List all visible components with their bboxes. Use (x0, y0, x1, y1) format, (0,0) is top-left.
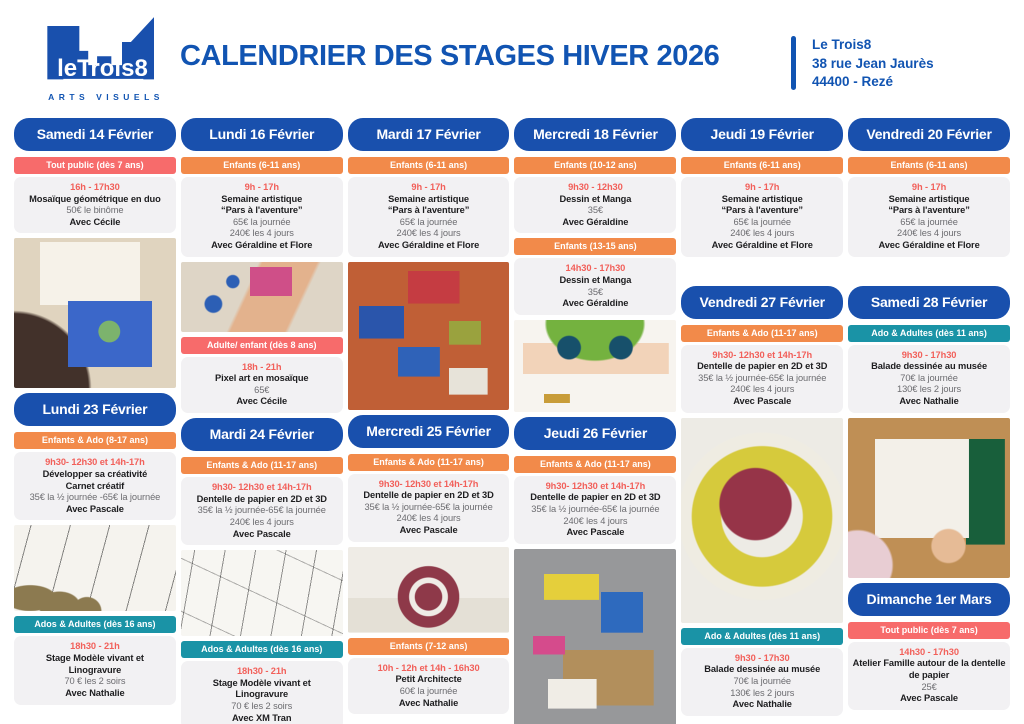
event-line: Avec Nathalie (65, 687, 125, 698)
event-card (681, 648, 843, 716)
logo-wordmark: leTrois8 (57, 54, 148, 82)
address-block (812, 36, 934, 92)
photo-stamps (348, 262, 510, 410)
event-line: Semaine artistique (721, 193, 803, 204)
event-line: 70 € les 2 soirs (64, 676, 126, 687)
calendar-grid (14, 118, 1010, 724)
event-card (181, 661, 343, 724)
event-line: “Pars à l'aventure” (721, 205, 803, 216)
event-line: Linogravure (68, 664, 122, 675)
event-card (181, 357, 343, 413)
event-block (848, 157, 1010, 257)
event-time: 9h30- 12h30 et 14h-17h (545, 480, 646, 491)
address-city: 44400 - Rezé (812, 74, 894, 90)
event-time: 9h - 17h (411, 182, 446, 192)
event-time: 9h30- 12h30 et 14h-17h (211, 482, 312, 493)
event-card (681, 177, 843, 257)
day-header: Jeudi 26 Février (514, 417, 676, 450)
event-block (848, 622, 1010, 710)
event-line: 35€ la ½ journée-65€ la journée (197, 505, 326, 516)
day-header: Mercredi 25 Février (348, 415, 510, 448)
event-line: Dessin et Manga (559, 275, 632, 286)
audience-badge: Enfants & Ado (11-17 ans) (348, 454, 510, 471)
event-line: 35€ la ½ journée-65€ la journée (531, 504, 660, 515)
event-line: 50€ le binôme (66, 205, 124, 216)
day-header: Dimanche 1er Mars (848, 583, 1010, 616)
event-line: 240€ les 4 jours (229, 228, 294, 239)
event-line: 35€ la ½ journée -65€ la journée (29, 492, 161, 503)
event-line: Balade dessinée au musée (704, 664, 821, 675)
event-time: 14h30 - 17h30 (565, 263, 626, 274)
event-time: 16h - 17h30 (70, 182, 120, 192)
day-column-3 (348, 118, 510, 724)
event-line: 240€ les 4 jours (897, 228, 962, 239)
audience-badge: Tout public (dès 7 ans) (14, 157, 176, 174)
day-column-1 (14, 118, 176, 724)
event-line: “Pars à l'aventure” (888, 205, 970, 216)
event-line: Avec Nathalie (899, 396, 959, 407)
day-header: Samedi 28 Février (848, 286, 1010, 319)
event-line: Avec Géraldine et Flore (711, 240, 813, 251)
event-block (681, 157, 843, 257)
event-time: 18h - 21h (242, 361, 282, 372)
event-line: “Pars à l'aventure” (387, 205, 470, 216)
event-line: 240€ les 4 jours (730, 384, 795, 395)
event-line: Dentelle de papier en 2D et 3D (363, 490, 494, 501)
address-name: Le Trois8 (812, 37, 872, 52)
event-line: Avec Géraldine et Flore (377, 240, 480, 251)
building-skyline-icon (30, 10, 182, 90)
audience-badge: Enfants & Ado (11-17 ans) (681, 325, 843, 342)
audience-badge: Tout public (dès 7 ans) (848, 622, 1010, 639)
address-street: 38 rue Jean Jaurès (812, 55, 934, 71)
event-block (514, 456, 676, 544)
event-time: 9h30 - 17h30 (734, 652, 790, 663)
event-line: 35€ la ½ journée-65€ la journée (698, 372, 827, 383)
event-line: Carnet créatif (65, 480, 125, 491)
event-block (14, 616, 176, 704)
day-header: Jeudi 19 Février (681, 118, 843, 151)
event-line: Avec Géraldine (562, 298, 629, 309)
letrois8-logo (30, 10, 182, 102)
photo-doily (348, 547, 510, 633)
logo-subtitle: ARTS VISUELS (48, 92, 164, 102)
audience-badge: Enfants & Ado (11-17 ans) (514, 456, 676, 473)
audience-badge: Ado & Adultes (dès 11 ans) (681, 628, 843, 645)
audience-badge: Enfants (6-11 ans) (681, 157, 843, 174)
event-line: Pixel art en mosaïque (214, 373, 309, 384)
day-header: Lundi 23 Février (14, 393, 176, 426)
day-column-4 (514, 118, 676, 724)
event-line: 240€ les 4 jours (563, 515, 628, 526)
event-line: Semaine artistique (221, 193, 303, 204)
day-header: Vendredi 20 Février (848, 118, 1010, 151)
day-header: Samedi 14 Février (14, 118, 176, 151)
event-line: Petit Architecte (395, 674, 462, 685)
day-column-5 (681, 118, 843, 724)
event-line: Dentelle de papier en 2D et 3D (196, 493, 327, 504)
event-time: 9h30 - 12h30 (568, 182, 623, 192)
event-time: 9h - 17h (745, 182, 780, 192)
event-line: Avec Pascale (900, 693, 958, 704)
audience-badge: Ados & Adultes (dès 16 ans) (14, 616, 176, 633)
event-card (181, 477, 343, 545)
event-line: Avec XM Tran (232, 712, 292, 723)
event-line: Avec Pascale (733, 396, 792, 407)
photo-mosaic (14, 238, 176, 388)
event-line: 65€ (254, 384, 270, 395)
event-card (348, 658, 510, 714)
event-card (514, 476, 676, 544)
event-line: 60€ la journée (399, 685, 458, 696)
event-line: 65€ la journée (399, 216, 458, 227)
event-line: Stage Modèle vivant et (45, 653, 144, 664)
day-header: Mardi 17 Février (348, 118, 510, 151)
event-line: 65€ la journée (232, 216, 291, 227)
event-line: 70 € les 2 soirs (231, 700, 293, 711)
audience-badge: Enfants (10-12 ans) (514, 157, 676, 174)
event-block (14, 157, 176, 233)
event-line: Balade dessinée au musée (871, 361, 988, 372)
event-line: Développer sa créativité (42, 469, 148, 480)
audience-badge: Enfants & Ado (8-17 ans) (14, 432, 176, 449)
event-line: Avec Pascale (566, 527, 625, 538)
event-line: 240€ les 4 jours (396, 228, 461, 239)
audience-badge: Enfants (7-12 ans) (348, 638, 510, 655)
event-line: “Pars à l'aventure” (221, 205, 303, 216)
event-block (514, 157, 676, 233)
event-time: 18h30 - 21h (236, 666, 287, 677)
event-line: Stage Modèle vivant et (212, 677, 311, 688)
event-card (514, 177, 676, 233)
photo-drawings (181, 550, 343, 636)
event-time: 14h30 - 17h30 (899, 646, 959, 657)
event-block (348, 638, 510, 714)
event-time: 9h30- 12h30 et 14h-17h (712, 349, 813, 360)
event-line: 240€ les 4 jours (730, 228, 795, 239)
event-line: Semaine artistique (888, 193, 970, 204)
event-card (14, 177, 176, 233)
event-time: 9h30 - 17h30 (901, 349, 957, 360)
event-line: Avec Nathalie (732, 699, 792, 710)
event-line: 70€ la journée (733, 675, 791, 686)
photo-manga (514, 320, 676, 412)
event-block (181, 641, 343, 724)
event-line: 25€ (921, 681, 937, 692)
event-line: Dentelle de papier en 2D et 3D (530, 492, 661, 503)
photo-studio (514, 549, 676, 724)
event-time: 9h - 17h (911, 182, 947, 192)
day-header: Mercredi 18 Février (514, 118, 676, 151)
event-line: 35€ (587, 286, 603, 297)
event-line: 35€ la ½ journée-65€ la journée (364, 501, 493, 512)
event-block (181, 457, 343, 545)
audience-badge: Enfants (13-15 ans) (514, 238, 676, 255)
audience-badge: Ados & Adultes (dès 16 ans) (181, 641, 343, 658)
audience-badge: Enfants (6-11 ans) (348, 157, 510, 174)
day-header: Vendredi 27 Février (681, 286, 843, 319)
event-line: Semaine artistique (388, 193, 469, 204)
event-line: Avec Géraldine et Flore (211, 240, 313, 251)
audience-badge: Enfants (6-11 ans) (181, 157, 343, 174)
event-line: 70€ la journée (900, 372, 958, 383)
event-block (514, 238, 676, 314)
audience-badge: Ado & Adultes (dès 11 ans) (848, 325, 1010, 342)
event-line: 240€ les 4 jours (229, 516, 294, 527)
event-card (14, 452, 176, 520)
event-time: 9h30- 12h30 et 14h-17h (45, 457, 145, 468)
event-line: Dessin et Manga (559, 193, 632, 204)
photo-lace (681, 418, 843, 623)
photo-sketchbook (848, 418, 1010, 578)
event-line: 65€ la journée (733, 216, 791, 227)
event-line: Dentelle de papier en 2D et 3D (697, 361, 828, 372)
event-line: 65€ la journée (900, 216, 958, 227)
event-block (348, 454, 510, 542)
event-card (848, 345, 1010, 413)
event-block (848, 325, 1010, 413)
event-line: Mosaïque géométrique en duo (29, 193, 161, 204)
photo-lino (14, 525, 176, 611)
audience-badge: Adulte/ enfant (dès 8 ans) (181, 337, 343, 354)
event-line: Avec Géraldine (562, 216, 629, 227)
event-card (348, 177, 510, 257)
event-block (14, 432, 176, 520)
event-time: 10h - 12h et 14h - 16h30 (377, 662, 480, 673)
event-time: 9h30- 12h30 et 14h-17h (378, 478, 479, 489)
event-line: Linogravure (235, 689, 289, 700)
event-line: Avec Pascale (65, 503, 124, 514)
event-block (181, 337, 343, 413)
event-block (681, 628, 843, 716)
spacer (848, 262, 1010, 286)
event-time: 9h - 17h (244, 182, 279, 192)
event-block (181, 157, 343, 257)
event-line: Avec Géraldine et Flore (878, 240, 980, 251)
header (0, 0, 1024, 114)
audience-badge: Enfants & Ado (11-17 ans) (181, 457, 343, 474)
event-line: Avec Cécile (236, 396, 288, 407)
day-column-6 (848, 118, 1010, 724)
header-divider (791, 36, 796, 90)
event-time: 18h30 - 21h (70, 641, 120, 652)
event-card (181, 177, 343, 257)
day-column-2 (181, 118, 343, 724)
event-line: Avec Pascale (399, 525, 458, 536)
event-card (348, 474, 510, 542)
spacer (681, 262, 843, 286)
audience-badge: Enfants (6-11 ans) (848, 157, 1010, 174)
day-header: Mardi 24 Février (181, 418, 343, 451)
event-line: 35€ (587, 205, 603, 216)
event-card (14, 636, 176, 704)
event-line: 130€ les 2 jours (730, 687, 795, 698)
event-card (848, 642, 1010, 710)
event-line: Avec Cécile (69, 216, 121, 227)
event-card (514, 258, 676, 314)
event-card (681, 345, 843, 413)
event-line: Avec Nathalie (398, 697, 459, 708)
event-line: Atelier Famille autour de la dentelle de papier (852, 658, 1006, 680)
event-line: 130€ les 2 jours (897, 384, 962, 395)
day-header: Lundi 16 Février (181, 118, 343, 151)
event-line: 240€ les 4 jours (396, 513, 461, 524)
page-title: CALENDRIER DES STAGES HIVER 2026 (180, 40, 720, 72)
event-card (848, 177, 1010, 257)
event-line: Avec Pascale (232, 528, 291, 539)
event-block (348, 157, 510, 257)
event-block (681, 325, 843, 413)
photo-stencil (181, 262, 343, 332)
